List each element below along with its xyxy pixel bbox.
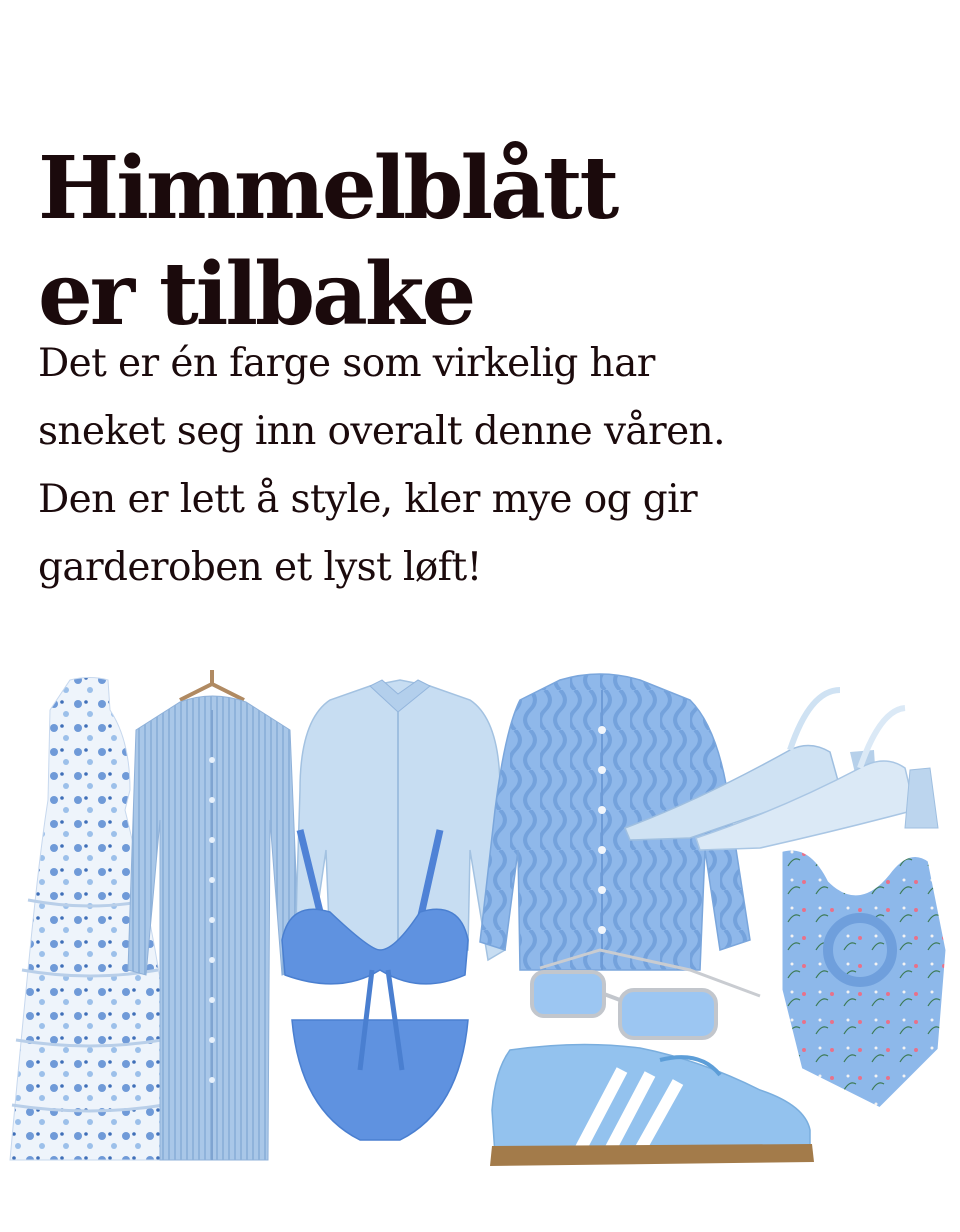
headline-line-1: Himmelblått (38, 137, 617, 239)
sneaker (490, 1044, 814, 1166)
silk-scarf (780, 848, 948, 1110)
lede-line-2: sneket seg inn overalt denne våren. (38, 409, 725, 454)
lede-line-4: garderoben et lyst løft! (38, 545, 482, 590)
headline-line-2: er tilbake (38, 243, 474, 345)
lede-line-3: Den er lett å style, kler mye og gir (38, 477, 698, 522)
article-headline (38, 136, 918, 348)
article-lede (38, 330, 938, 602)
product-collage (0, 650, 960, 1210)
lede-line-1: Det er én farge som virkelig har (38, 341, 655, 386)
